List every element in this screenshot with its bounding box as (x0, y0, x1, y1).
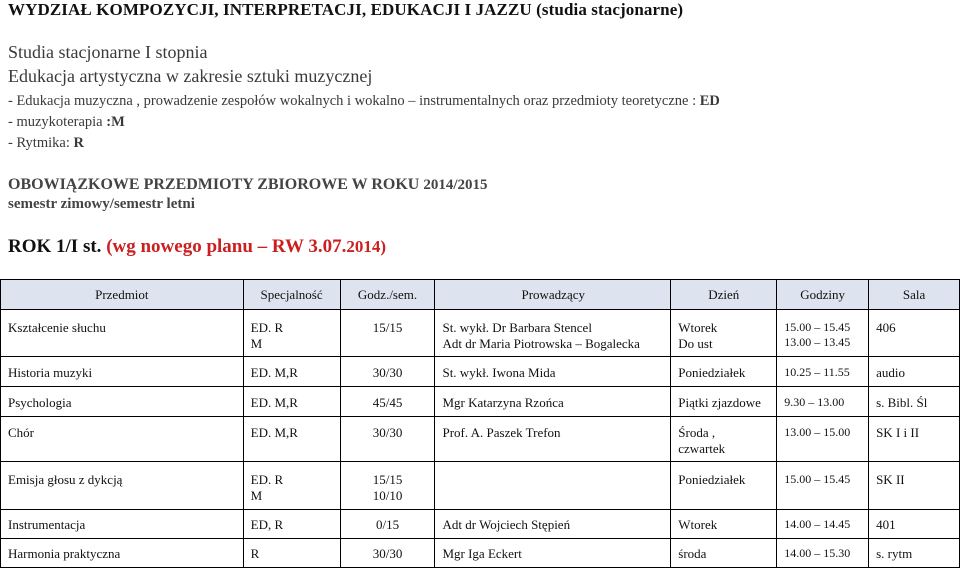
year-heading: ROK 1/I st. (wg nowego planu – RW 3.07.2014) (8, 236, 387, 257)
schedule-table (0, 279, 960, 568)
cell-dzien: Poniedziałek (671, 462, 777, 510)
cell-przedmiot: Kształcenie słuchu (1, 310, 244, 357)
cell-przedmiot: Instrumentacja (1, 510, 244, 539)
cell-prowadzacy: Adt dr Wojciech Stępień (435, 510, 671, 539)
specialty-m: - muzykoterapia :M (8, 114, 125, 130)
cell-sala: SK II (869, 462, 960, 510)
cell-przedmiot: Historia muzyki (1, 357, 244, 387)
cell-godziny: 14.00 – 15.30 (777, 539, 869, 568)
table-row (1, 387, 960, 417)
header-przedmiot: Przedmiot (1, 280, 244, 310)
cell-godz: 0/15 (340, 510, 435, 539)
cell-dzien: Środa , czwartek (671, 417, 777, 462)
cell-dzien: Poniedziałek (671, 357, 777, 387)
table-row (1, 462, 960, 510)
table-row (1, 357, 960, 387)
cell-specjalnosc: ED. R M (243, 310, 340, 357)
page-header: WYDZIAŁ KOMPOZYCJI, INTERPRETACJI, EDUKACJI I JAZZU (studia stacjonarne) (8, 0, 684, 19)
header-godz: Godz./sem. (340, 280, 435, 310)
cell-sala: 401 (869, 510, 960, 539)
cell-dzien: środa (671, 539, 777, 568)
cell-prowadzacy (435, 462, 671, 510)
cell-specjalnosc: ED. M,R (243, 357, 340, 387)
specialty-r: - Rytmika: R (8, 135, 84, 151)
cell-przedmiot: Emisja głosu z dykcją (1, 462, 244, 510)
cell-dzien: Wtorek Do ust (671, 310, 777, 357)
cell-specjalnosc: ED. M,R (243, 417, 340, 462)
cell-godziny: 15.00 – 15.45 (777, 462, 869, 510)
cell-sala: s. Bibl. Śl (869, 387, 960, 417)
cell-godziny: 10.25 – 11.55 (777, 357, 869, 387)
cell-godziny: 9.30 – 13.00 (777, 387, 869, 417)
cell-sala: 406 (869, 310, 960, 357)
cell-sala: SK I i II (869, 417, 960, 462)
table-row (1, 417, 960, 462)
cell-specjalnosc: ED. M,R (243, 387, 340, 417)
cell-godz: 30/30 (340, 539, 435, 568)
header-dzien: Dzień (671, 280, 777, 310)
cell-prowadzacy: Prof. A. Paszek Trefon (435, 417, 671, 462)
header-sala: Sala (869, 280, 960, 310)
cell-godz: 30/30 (340, 417, 435, 462)
semester-label: semestr zimowy/semestr letni (8, 196, 195, 212)
cell-przedmiot: Harmonia praktyczna (1, 539, 244, 568)
header-specjalnosc: Specjalność (243, 280, 340, 310)
header-godziny: Godziny (777, 280, 869, 310)
cell-prowadzacy: Mgr Katarzyna Rzońca (435, 387, 671, 417)
cell-godz: 15/15 10/10 (340, 462, 435, 510)
header-prowadzacy: Prowadzący (435, 280, 671, 310)
cell-specjalnosc: R (243, 539, 340, 568)
cell-dzien: Piątki zjazdowe (671, 387, 777, 417)
cell-specjalnosc: ED. R M (243, 462, 340, 510)
cell-sala: audio (869, 357, 960, 387)
cell-godziny: 14.00 – 14.45 (777, 510, 869, 539)
specialty-ed: - Edukacja muzyczna , prowadzenie zespołów wokalnych i wokalno – instrumentalnych oraz przedmioty teoretyczne : ED (8, 93, 720, 109)
cell-prowadzacy: Mgr Iga Eckert (435, 539, 671, 568)
table-row (1, 539, 960, 568)
cell-przedmiot: Chór (1, 417, 244, 462)
study-level: Studia stacjonarne I stopnia (8, 42, 208, 62)
cell-sala: s. rytm (869, 539, 960, 568)
table-header-row (1, 280, 960, 310)
cell-dzien: Wtorek (671, 510, 777, 539)
cell-prowadzacy: St. wykł. Dr Barbara Stencel Adt dr Maria Piotrowska – Bogalecka (435, 310, 671, 357)
cell-specjalnosc: ED, R (243, 510, 340, 539)
section-title: OBOWIĄZKOWE PRZEDMIOTY ZBIOROWE W ROKU 2014/2015 (8, 176, 488, 193)
cell-godz: 30/30 (340, 357, 435, 387)
table-row (1, 510, 960, 539)
cell-godz: 15/15 (340, 310, 435, 357)
field-of-study: Edukacja artystyczna w zakresie sztuki muzycznej (8, 66, 373, 86)
cell-godziny: 13.00 – 15.00 (777, 417, 869, 462)
cell-godziny: 15.00 – 15.45 13.00 – 13.45 (777, 310, 869, 357)
cell-przedmiot: Psychologia (1, 387, 244, 417)
cell-prowadzacy: St. wykł. Iwona Mida (435, 357, 671, 387)
cell-godz: 45/45 (340, 387, 435, 417)
table-row (1, 310, 960, 357)
